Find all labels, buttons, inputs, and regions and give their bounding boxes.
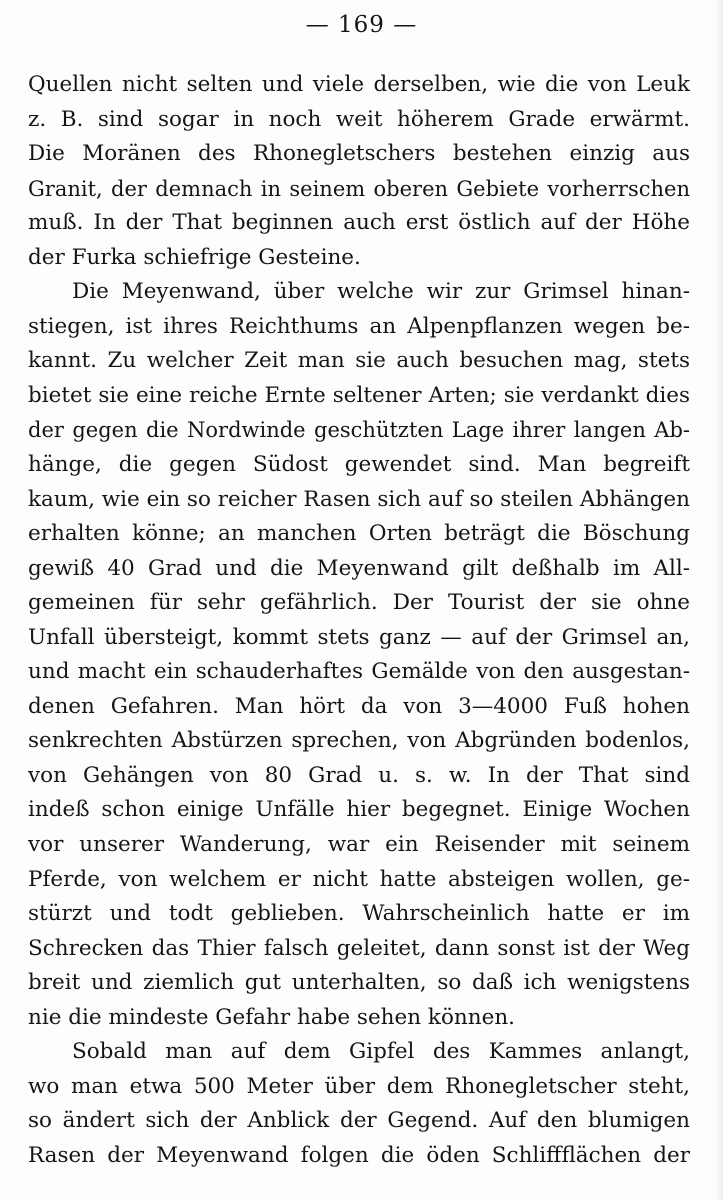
text-line: gewiß 40 Grad und die Meyenwand gilt deßhalb im All- [28,555,690,581]
text-line: wo man etwa 500 Meter über dem Rhonegletscher steht, [28,1073,690,1099]
text-line: breit und ziemlich gut unterhalten, so daß ich wenigstens [28,970,690,996]
text-line: z. B. sind sogar in noch weit höherem Grade erwärmt. [28,106,690,132]
text-line: hänge, die gegen Südost gewendet sind. Man begreift [28,452,690,478]
text-line: der gegen die Nordwinde geschützten Lage ihrer langen Ab- [28,418,690,443]
page-edge-shadow [715,0,723,1200]
text-line: der Furka schiefrige Gesteine. [28,244,361,270]
text-line: senkrechten Abstürzen sprechen, von Abgründen bodenlos, [28,728,690,754]
text-line: kaum, wie ein so reicher Rasen sich auf so steilen Abhängen [28,486,690,512]
text-line: so ändert sich der Anblick der Gegend. Auf den blumigen [28,1108,690,1134]
text-line: erhalten könne; an manchen Orten beträgt die Böschung [28,521,690,547]
text-line: gemeinen für sehr gefährlich. Der Tourist der sie ohne [28,590,690,616]
text-line: denen Gefahren. Man hört da von 3—4000 Fuß hohen [28,693,690,719]
body-text [28,68,690,1174]
text-line: Pferde, von welchem er nicht hatte absteigen wollen, ge- [28,866,690,892]
text-line: stiegen, ist ihres Reichthums an Alpenpflanzen wegen be- [28,313,690,339]
text-line: nie die mindeste Gefahr habe sehen können. [28,1004,516,1030]
text-line: Sobald man auf dem Gipfel des Kammes anlangt, [72,1039,690,1065]
text-line: Die Moränen des Rhonegletschers bestehen einzig aus [28,141,690,167]
text-line: kannt. Zu welcher Zeit man sie auch besuchen mag, stets [28,348,690,374]
text-line: muß. In der That beginnen auch erst östlich auf der Höhe [28,210,690,236]
text-line: und macht ein schauderhaftes Gemälde von den ausgestan- [28,659,690,685]
text-line: Quellen nicht selten und viele derselben, wie die von Leuk [28,72,690,97]
page-number: — 169 — [305,12,418,38]
text-line: bietet sie eine reiche Ernte seltener Arten; sie verdankt dies [28,382,690,408]
text-line: Die Meyenwand, über welche wir zur Grimsel hinan- [72,279,690,305]
text-line: von Gehängen von 80 Grad u. s. w. In der That sind [28,762,690,788]
text-line: Schrecken das Thier falsch geleitet, dann sonst ist der Weg [28,935,690,961]
text-line: indeß schon einige Unfälle hier begegnet. Einige Wochen [28,797,690,823]
text-line: vor unserer Wanderung, war ein Reisender mit seinem [28,832,690,858]
text-line: Granit, der demnach in seinem oberen Gebiete vorherrschen [28,176,690,201]
text-line: Unfall übersteigt, kommt stets ganz — auf der Grimsel an, [28,624,690,650]
text-line: stürzt und todt geblieben. Wahrscheinlich hatte er im [28,901,690,927]
text-line: Rasen der Meyenwand folgen die öden Schliffflächen der [28,1142,690,1168]
